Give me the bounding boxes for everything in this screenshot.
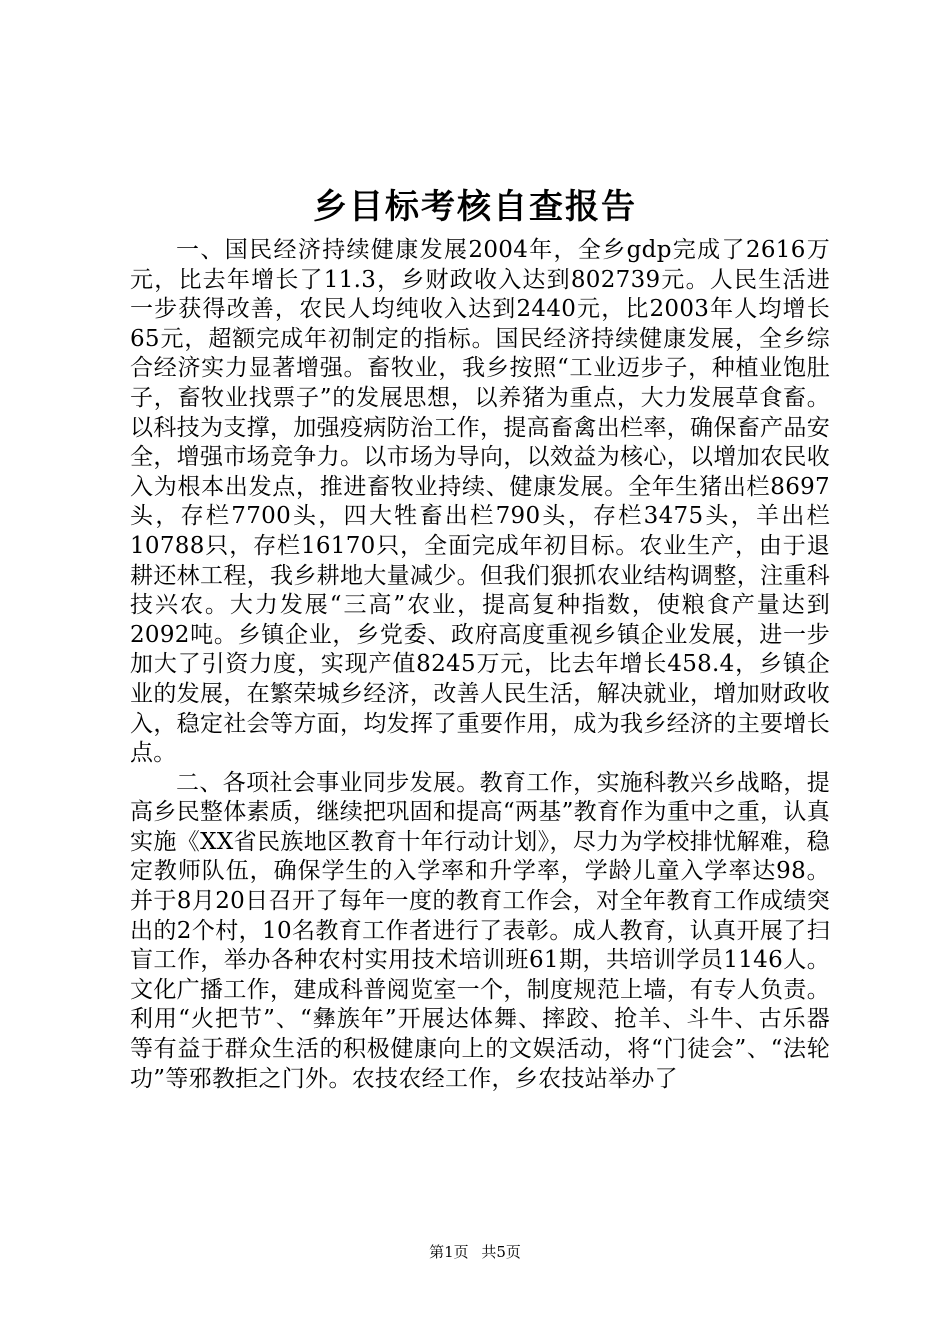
page-number: 第1页	[429, 1243, 469, 1261]
paragraph-economy: 一、国民经济持续健康发展2004年，全乡gdp完成了2616万元，比去年增长了11.3，乡财政收入达到802739元。人民生活进一步获得改善，农民人均纯收入达到2440元，比2003年人均增长65元，超额完成年初制定的指标。国民经济持续健康发展，全乡综合经济实力显著增强。畜牧业，我乡按照“工业迈步子，种植业饱肚子，畜牧业找票子”的发展思想，以养猪为重点，大力发展草食畜。以科技为支撑，加强疫病防治工作，提高畜禽出栏率，确保畜产品安全，增强市场竞争力。以市场为导向，以效益为核心，以增加农民收入为根本出发点，推进畜牧业持续、健康发展。全年生猪出栏8697头，存栏7700头，四大牲畜出栏790头，存栏3475头，羊出栏10788只，存栏16170只，全面完成年初目标。农业生产，由于退耕还林工程，我乡耕地大量减少。但我们狠抓农业结构调整，注重科技兴农。大力发展“三高”农业，提高复种指数，使粮食产量达到2092吨。乡镇企业，乡党委、政府高度重视乡镇企业发展，进一步加大了引资力度，实现产值8245万元，比去年增长458.4，乡镇企业的发展，在繁荣城乡经济，改善人民生活，解决就业，增加财政收入，稳定社会等方面，均发挥了重要作用，成为我乡经济的主要增长点。	[130, 237, 830, 767]
page-total: 共5页	[481, 1243, 521, 1261]
document-body	[130, 236, 830, 1094]
paragraph-social: 二、各项社会事业同步发展。教育工作，实施科教兴乡战略，提高乡民整体素质，继续把巩固和提高“两基”教育作为重中之重，认真实施《XX省民族地区教育十年行动计划》，尽力为学校排忧解难，稳定教师队伍，确保学生的入学率和升学率，学龄儿童入学率达98。并于8月20日召开了每年一度的教育工作会，对全年教育工作成绩突出的2个村，10名教育工作者进行了表彰。成人教育，认真开展了扫盲工作，举办各种农村实用技术培训班61期，共培训学员1146人。文化广播工作，建成科普阅览室一个，制度规范上墙，有专人负责。利用“火把节”、“彝族年”开展达体舞、摔跤、抢羊、斗牛、古乐器等有益于群众生活的积极健康向上的文娱活动，将“门徒会”、“法轮功”等邪教拒之门外。农技农经工作，乡农技站举办了	[130, 769, 830, 1092]
page-footer	[0, 1242, 950, 1262]
document-title: 乡目标考核自查报告	[313, 187, 637, 227]
